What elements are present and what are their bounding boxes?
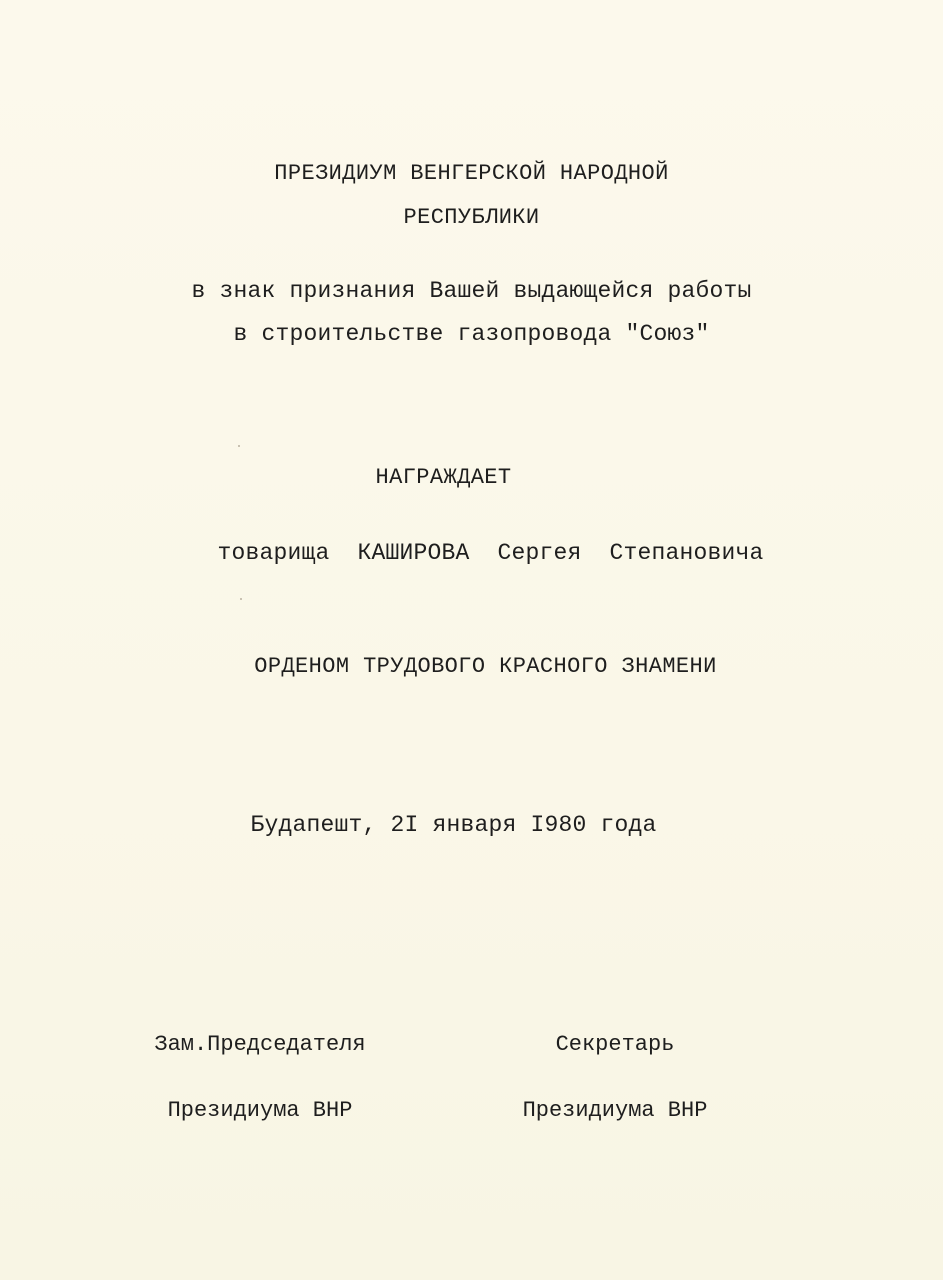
header-line-1: ПРЕЗИДИУМ ВЕНГЕРСКОЙ НАРОДНОЙ [274, 161, 669, 186]
signature-left-title: Зам.Председателя [154, 1032, 366, 1057]
order-name: ОРДЕНОМ ТРУДОВОГО КРАСНОГО ЗНАМЕНИ [254, 654, 717, 679]
signature-left [140, 990, 380, 1166]
signature-right-title: Секретарь [555, 1032, 675, 1057]
signature-right-body: Президиума ВНР [522, 1098, 708, 1123]
paper-speck [240, 598, 242, 600]
signature-right [500, 990, 730, 1166]
award-verb: НАГРАЖДАЕТ [375, 465, 512, 490]
recipient-name: товарища КАШИРОВА Сергея Степановича [217, 540, 764, 566]
signature-left-body: Президиума ВНР [167, 1098, 353, 1123]
recognition-line-2: в строительстве газопровода "Союз" [233, 321, 710, 347]
header-line-2: РЕСПУБЛИКИ [403, 205, 540, 230]
paper-speck [238, 445, 240, 447]
place-and-date: Будапешт, 2I января I980 года [250, 812, 657, 838]
recognition-line-1: в знак признания Вашей выдающейся работы [191, 278, 752, 304]
